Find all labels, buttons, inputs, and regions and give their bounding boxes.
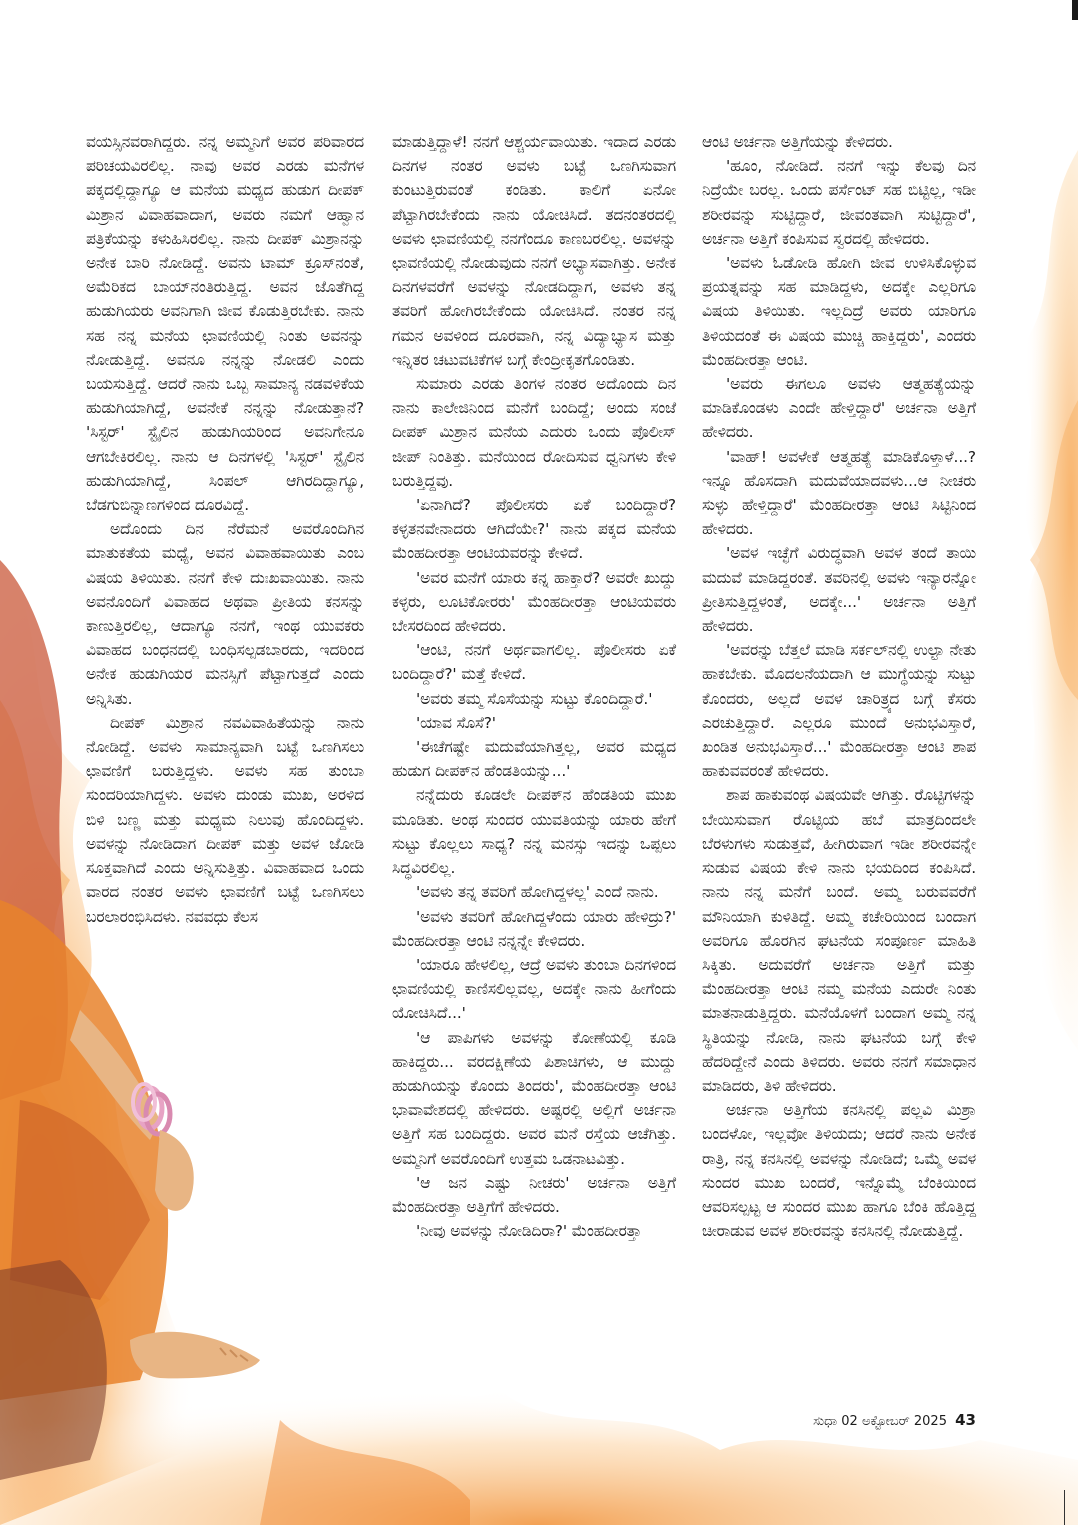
text-column-2	[392, 130, 676, 1243]
text-column-1	[86, 130, 364, 929]
page-edge-mark	[1072, 0, 1078, 20]
paragraph: 'ಆ ಜನ ಎಷ್ಟು ನೀಚರು' ಅರ್ಚನಾ ಅತ್ತಿಗೆ ಮೆಂಹದೀರತ್ತಾ ಅತ್ತಿಗೆಗೆ ಹೇಳಿದರು.	[392, 1173, 676, 1216]
paragraph: 'ಅವಳು ಓಡೋಡಿ ಹೋಗಿ ಜೀವ ಉಳಿಸಿಕೊಳ್ಳುವ ಪ್ರಯತ್ನವನ್ನು ಸಹ ಮಾಡಿದ್ದಳು, ಅದಕ್ಕೇ ಎಲ್ಲರಿಗೂ ವಿಷಯ ತಿಳಿಯಿತು. ಇಲ್ಲದಿದ್ರೆ ಅವರು ಯಾರಿಗೂ ತಿಳಿಯದಂತೆ ಈ ವಿಷಯ ಮುಚ್ಚಿ ಹಾಕ್ತಿದ್ದರು', ಎಂದರು ಮೆಂಹದೀರತ್ತಾ ಆಂಟಿ.	[702, 254, 976, 369]
paragraph: 'ಅವರು ತಮ್ಮ ಸೊಸೆಯನ್ನು ಸುಟ್ಟು ಕೊಂದಿದ್ದಾರೆ.'	[416, 689, 653, 708]
paragraph: 'ಅವರ ಮನೆಗೆ ಯಾರು ಕನ್ನ ಹಾಕ್ತಾರೆ? ಅವರೇ ಖುದ್ದು ಕಳ್ಳರು, ಲೂಟಿಕೋರರು' ಮೆಂಹದೀರತ್ತಾ ಆಂಟಿಯವರು ಬೇಸರದಿಂದ ಹೇಳಿದರು.	[392, 568, 676, 636]
paragraph: 'ನೀವು ಅವಳನ್ನು ನೋಡಿದಿರಾ?' ಮೆಂಹದೀರತ್ತಾ	[416, 1222, 642, 1241]
paragraph: 'ಅವಳು ತನ್ನ ತವರಿಗೆ ಹೋಗಿದ್ದಳಲ್ಲ' ಎಂದೆ ನಾನು.	[416, 883, 659, 902]
paragraph: ಅರ್ಚನಾ ಅತ್ತಿಗೆಯ ಕನಸಿನಲ್ಲಿ ಪಲ್ಲವಿ ಮಿಶ್ರಾ ಬಂದಳೋ, ಇಲ್ಲವೋ ತಿಳಿಯದು; ಆದರೆ ನಾನು ಅನೇಕ ರಾತ್ರಿ, ನನ್ನ ಕನಸಿನಲ್ಲಿ ಅವಳನ್ನು ನೋಡಿದೆ; ಒಮ್ಮೆ ಅವಳ ಸುಂದರ ಮುಖ ಬಂದರೆ, ಇನ್ನೊಮ್ಮೆ ಬೆಂಕಿಯಿಂದ ಆವರಿಸಲ್ಪಟ್ಟ ಆ ಸುಂದರ ಮುಖ ಹಾಗೂ ಬೆಂಕಿ ಹೊತ್ತಿದ್ದ ಚೀರಾಡುವ ಅವಳ ಶರೀರವನ್ನು ಕನಸಿನಲ್ಲಿ ನೋಡುತ್ತಿದ್ದೆ.	[702, 1101, 976, 1241]
paragraph: 'ಏನಾಗಿದೆ? ಪೊಲೀಸರು ಏಕೆ ಬಂದಿದ್ದಾರೆ? ಕಳ್ಳತನವೇನಾದರು ಆಗಿದೆಯೇ?' ನಾನು ಪಕ್ಕದ ಮನೆಯ ಮೆಂಹದೀರತ್ತಾ ಆಂಟಿಯವರನ್ನು ಕೇಳಿದೆ.	[392, 496, 676, 563]
paragraph: 'ಹೂಂ, ನೋಡಿದೆ. ನನಗೆ ಇನ್ನು ಕೆಲವು ದಿನ ನಿದ್ರೆಯೇ ಬರಲ್ಲ. ಒಂದು ಪರ್ಸೆಂಟ್ ಸಹ ಬಿಟ್ಟಿಲ್ಲ, ಇಡೀ ಶರೀರವನ್ನು ಸುಟ್ಟಿದ್ದಾರೆ, ಜೀವಂತವಾಗಿ ಸುಟ್ಟಿದ್ದಾರೆ', ಅರ್ಚನಾ ಅತ್ತಿಗೆ ಕಂಪಿಸುವ ಸ್ವರದಲ್ಲಿ ಹೇಳಿದರು.	[702, 157, 976, 248]
paragraph: ಅದೊಂದು ದಿನ ನೆರೆಮನೆ ಅವರೊಂದಿಗಿನ ಮಾತುಕತೆಯ ಮಧ್ಯೆ, ಅವನ ವಿವಾಹವಾಯಿತು ಎಂಬ ವಿಷಯ ತಿಳಿಯಿತು. ನನಗೆ ಕೇಳಿ ದುಃಖವಾಯಿತು. ನಾನು ಅವನೊಂದಿಗೆ ವಿವಾಹದ ಅಥವಾ ಪ್ರೀತಿಯ ಕನಸನ್ನು ಕಾಣುತ್ತಿರಲಿಲ್ಲ, ಆದಾಗ್ಯೂ ನನಗೆ, ಇಂಥ ಯುವಕರು ವಿವಾಹದ ಬಂಧನದಲ್ಲಿ ಬಂಧಿಸಲ್ಪಡಬಾರದು, ಇದರಿಂದ ಅನೇಕ ಹುಡುಗಿಯರ ಮನಸ್ಸಿಗೆ ಪೆಟ್ಟಾಗುತ್ತದೆ ಎಂದು ಅನ್ನಿಸಿತು.	[86, 520, 364, 708]
paragraph: 'ವಾಹ್! ಅವಳೇಕೆ ಆತ್ಮಹತ್ಯೆ ಮಾಡಿಕೊಳ್ತಾಳೆ...? ಇನ್ನೂ ಹೊಸದಾಗಿ ಮದುವೆಯಾದವಳು...ಆ ನೀಚರು ಸುಳ್ಳು ಹೇಳ್ತಿದ್ದಾರೆ' ಮೆಂಹದೀರತ್ತಾ ಆಂಟಿ ಸಿಟ್ಟಿನಿಂದ ಹೇಳಿದರು.	[702, 447, 976, 539]
page-footer	[813, 1411, 976, 1429]
paragraph: ಮಾಡುತ್ತಿದ್ದಾಳೆ! ನನಗೆ ಆಶ್ಚರ್ಯವಾಯಿತು. ಇದಾದ ಎರಡು ದಿನಗಳ ನಂತರ ಅವಳು ಬಟ್ಟೆ ಒಣಗಿಸುವಾಗ ಕುಂಟುತ್ತಿರುವಂತೆ ಕಂಡಿತು. ಕಾಲಿಗೆ ಏನೋ ಪೆಟ್ಟಾಗಿರಬೇಕೆಂದು ನಾನು ಯೋಚಿಸಿದೆ. ತದನಂತರದಲ್ಲಿ ಅವಳು ಛಾವಣಿಯಲ್ಲಿ ನನಗೆಂದೂ ಕಾಣಬರಲಿಲ್ಲ. ಅವಳನ್ನು ಛಾವಣಿಯಲ್ಲಿ ನೋಡುವುದು ನನಗೆ ಅಭ್ಯಾಸವಾಗಿತ್ತು. ಅನೇಕ ದಿನಗಳವರೆಗೆ ಅವಳನ್ನು ನೋಡದಿದ್ದಾಗ, ಅವಳು ತನ್ನ ತವರಿಗೆ ಹೋಗಿರಬೇಕೆಂದು ಯೋಚಿಸಿದೆ. ನಂತರ ನನ್ನ ಗಮನ ಅವಳಿಂದ ದೂರವಾಗಿ, ನನ್ನ ವಿದ್ಯಾಭ್ಯಾಸ ಮತ್ತು ಇನ್ನಿತರ ಚಟುವಟಿಕೆಗಳ ಬಗ್ಗೆ ಕೇಂದ್ರೀಕೃತಗೊಂಡಿತು.	[392, 133, 676, 369]
paragraph: ಸುಮಾರು ಎರಡು ತಿಂಗಳ ನಂತರ ಅದೊಂದು ದಿನ ನಾನು ಕಾಲೇಜಿನಿಂದ ಮನೆಗೆ ಬಂದಿದ್ದೆ; ಅಂದು ಸಂಜೆ ದೀಪಕ್ ಮಿಶ್ರಾನ ಮನೆಯ ಎದುರು ಒಂದು ಪೊಲೀಸ್ ಜೀಪ್ ನಿಂತಿತ್ತು. ಮನೆಯಿಂದ ರೋದಿಸುವ ಧ್ವನಿಗಳು ಕೇಳಿ ಬರುತ್ತಿದ್ದವು.	[392, 375, 676, 490]
paragraph: 'ಯಾರೂ ಹೇಳಲಿಲ್ಲ, ಆದ್ರೆ ಅವಳು ತುಂಬಾ ದಿನಗಳಿಂದ ಛಾವಣಿಯಲ್ಲಿ ಕಾಣಿಸಲಿಲ್ಲವಲ್ಲ, ಅದಕ್ಕೇ ನಾನು ಹೀಗೆಂದು ಯೋಚಿಸಿದೆ...'	[392, 955, 676, 1023]
paragraph: 'ಆ ಪಾಪಿಗಳು ಅವಳನ್ನು ಕೋಣೆಯಲ್ಲಿ ಕೂಡಿ ಹಾಕಿದ್ದರು... ವರದಕ್ಷಿಣೆಯ ಪಿಶಾಚಿಗಳು, ಆ ಮುದ್ದು ಹುಡುಗಿಯನ್ನು ಕೊಂದು ತಿಂದರು', ಮೆಂಹದೀರತ್ತಾ ಆಂಟಿ ಭಾವಾವೇಶದಲ್ಲಿ ಹೇಳಿದರು. ಅಷ್ಟರಲ್ಲಿ ಅಲ್ಲಿಗೆ ಅರ್ಚನಾ ಅತ್ತಿಗೆ ಸಹ ಬಂದಿದ್ದರು. ಅವರ ಮನೆ ರಸ್ತೆಯ ಆಚೆಗಿತ್ತು. ಅಮ್ಮನಿಗೆ ಅವರೊಂದಿಗೆ ಉತ್ತಮ ಒಡನಾಟವಿತ್ತು.	[392, 1028, 676, 1168]
paragraph: 'ಆಂಟಿ, ನನಗೆ ಅರ್ಥವಾಗಲಿಲ್ಲ. ಪೊಲೀಸರು ಏಕೆ ಬಂದಿದ್ದಾರೆ?' ಮತ್ತೆ ಕೇಳಿದೆ.	[392, 641, 676, 684]
paragraph: 'ಅವರು ಈಗಲೂ ಅವಳು ಆತ್ಮಹತ್ಯೆಯನ್ನು ಮಾಡಿಕೊಂಡಳು ಎಂದೇ ಹೇಳ್ತಿದ್ದಾರೆ' ಅರ್ಚನಾ ಅತ್ತಿಗೆ ಹೇಳಿದರು.	[702, 375, 976, 442]
paragraph: ನನ್ನೆದುರು ಕೂಡಲೇ ದೀಪಕ್‌ನ ಹೆಂಡತಿಯ ಮುಖ ಮೂಡಿತು. ಅಂಥ ಸುಂದರ ಯುವತಿಯನ್ನು ಯಾರು ಹೇಗೆ ಸುಟ್ಟು ಕೊಲ್ಲಲು ಸಾಧ್ಯ? ನನ್ನ ಮನಸ್ಸು ಇದನ್ನು ಒಪ್ಪಲು ಸಿದ್ಧವಿರಲಿಲ್ಲ.	[392, 786, 676, 878]
page-number: 43	[955, 1411, 976, 1429]
paragraph: 'ಯಾವ ಸೊಸೆ?'	[416, 713, 496, 732]
paragraph: ಆಂಟಿ ಅರ್ಚನಾ ಅತ್ತಿಗೆಯನ್ನು ಕೇಳಿದರು.	[702, 133, 893, 151]
paragraph: ವಯಸ್ಸಿನವರಾಗಿದ್ದರು. ನನ್ನ ಅಮ್ಮನಿಗೆ ಅವರ ಪರಿವಾರದ ಪರಿಚಯವಿರಲಿಲ್ಲ. ನಾವು ಅವರ ಎರಡು ಮನೆಗಳ ಪಕ್ಕದಲ್ಲಿದ್ದಾಗ್ಯೂ ಆ ಮನೆಯ ಮಧ್ಯದ ಹುಡುಗ ದೀಪಕ್ ಮಿಶ್ರಾನ ವಿವಾಹವಾದಾಗ, ಅವರು ನಮಗೆ ಆಹ್ವಾನ ಪತ್ರಿಕೆಯನ್ನು ಕಳುಹಿಸಿರಲಿಲ್ಲ. ನಾನು ದೀಪಕ್ ಮಿಶ್ರಾನನ್ನು ಅನೇಕ ಬಾರಿ ನೋಡಿದ್ದೆ. ಅವನು ಟಾಮ್ ಕ್ರೂಸ್‌ನಂತೆ, ಅಮೆರಿಕದ ಬಾಯ್‌ನಂತಿರುತ್ತಿದ್ದ. ಅವನ ಜೊತೆಗಿದ್ದ ಹುಡುಗಿಯರು ಅವನಿಗಾಗಿ ಜೀವ ಕೊಡುತ್ತಿರಬೇಕು. ನಾನು ಸಹ ನನ್ನ ಮನೆಯ ಛಾವಣಿಯಲ್ಲಿ ನಿಂತು ಅವನನ್ನು ನೋಡುತ್ತಿದ್ದೆ. ಅವನೂ ನನ್ನನ್ನು ನೋಡಲಿ ಎಂದು ಬಯಸುತ್ತಿದ್ದೆ. ಆದರೆ ನಾನು ಒಬ್ಬ ಸಾಮಾನ್ಯ ನಡವಳಿಕೆಯ ಹುಡುಗಿಯಾಗಿದ್ದೆ, ಅವನೇಕೆ ನನ್ನನ್ನು ನೋಡುತ್ತಾನೆ? 'ಸಿಸ್ಟರ್' ಸ್ಟೈಲಿನ ಹುಡುಗಿಯರಿಂದ ಅವನಿಗೇನೂ ಆಗಬೇಕಿರಲಿಲ್ಲ. ನಾನು ಆ ದಿನಗಳಲ್ಲಿ 'ಸಿಸ್ಟರ್' ಸ್ಟೈಲಿನ ಹುಡುಗಿಯಾಗಿದ್ದೆ, ಸಿಂಪಲ್ ಆಗಿರದಿದ್ದಾಗ್ಯೂ, ಬೆಡಗುಬಿನ್ನಾಣಗಳಿಂದ ದೂರವಿದ್ದೆ.	[86, 133, 364, 515]
paragraph: ದೀಪಕ್ ಮಿಶ್ರಾನ ನವವಿವಾಹಿತೆಯನ್ನು ನಾನು ನೋಡಿದ್ದೆ. ಅವಳು ಸಾಮಾನ್ಯವಾಗಿ ಬಟ್ಟೆ ಒಣಗಿಸಲು ಛಾವಣಿಗೆ ಬರುತ್ತಿದ್ದಳು. ಅವಳು ಸಹ ತುಂಬಾ ಸುಂದರಿಯಾಗಿದ್ದಳು. ಅವಳು ದುಂಡು ಮುಖ, ಅರಳಿದ ಬಿಳಿ ಬಣ್ಣ ಮತ್ತು ಮಧ್ಯಮ ನಿಲುವು ಹೊಂದಿದ್ದಳು. ಅವಳನ್ನು ನೋಡಿದಾಗ ದೀಪಕ್ ಮತ್ತು ಅವಳ ಜೋಡಿ ಸೂಕ್ತವಾಗಿದೆ ಎಂದು ಅನ್ನಿಸುತ್ತಿತ್ತು. ವಿವಾಹವಾದ ಒಂದು ವಾರದ ನಂತರ ಅವಳು ಛಾವಣಿಗೆ ಬಟ್ಟೆ ಒಣಗಿಸಲು ಬರಲಾರಂಭಿಸಿದಳು. ನವವಧು ಕೆಲಸ	[86, 713, 364, 926]
paragraph: 'ಅವಳ ಇಚ್ಛೆಗೆ ವಿರುದ್ಧವಾಗಿ ಅವಳ ತಂದೆ ತಾಯಿ ಮದುವೆ ಮಾಡಿದ್ದರಂತೆ. ತವರಿನಲ್ಲಿ ಅವಳು ಇನ್ಯಾರನ್ನೋ ಪ್ರೀತಿಸುತ್ತಿದ್ದಳಂತೆ, ಅದಕ್ಕೇ...' ಅರ್ಚನಾ ಅತ್ತಿಗೆ ಹೇಳಿದರು.	[702, 544, 976, 636]
paragraph: 'ಅವರನ್ನು ಬೆತ್ತಲೆ ಮಾಡಿ ಸರ್ಕಲ್‌ನಲ್ಲಿ ಉಲ್ಟಾ ನೇತು ಹಾಕಬೇಕು. ಮೊದಲನೆಯದಾಗಿ ಆ ಮುಗ್ಧೆಯನ್ನು ಸುಟ್ಟು ಕೊಂದರು, ಅಲ್ಲದೆ ಅವಳ ಚಾರಿತ್ರ್ಯದ ಬಗ್ಗೆ ಕೆಸರು ಎರಚುತ್ತಿದ್ದಾರೆ. ಎಲ್ಲರೂ ಮುಂದೆ ಅನುಭವಿಸ್ತಾರೆ, ಖಂಡಿತ ಅನುಭವಿಸ್ತಾರೆ...' ಮೆಂಹದೀರತ್ತಾ ಆಂಟಿ ಶಾಪ ಹಾಕುವವರಂತೆ ಹೇಳಿದರು.	[702, 641, 976, 781]
crop-mark	[1064, 1490, 1065, 1525]
folio-text: ಸುಧಾ 02 ಅಕ್ಟೋಬರ್ 2025	[813, 1414, 947, 1429]
paragraph: 'ಈಚೆಗಷ್ಟೇ ಮದುವೆಯಾಗಿತ್ತಲ್ಲ, ಅವರ ಮಧ್ಯದ ಹುಡುಗ ದೀಪಕ್‌ನ ಹೆಂಡತಿಯನ್ನು...'	[392, 738, 676, 781]
paragraph: 'ಅವಳು ತವರಿಗೆ ಹೋಗಿದ್ದಳೆಂದು ಯಾರು ಹೇಳಿದ್ರು?' ಮೆಂಹದೀರತ್ತಾ ಆಂಟಿ ನನ್ನನ್ನೇ ಕೇಳಿದರು.	[392, 907, 676, 950]
paragraph: ಶಾಪ ಹಾಕುವಂಥ ವಿಷಯವೇ ಆಗಿತ್ತು. ರೊಟ್ಟಿಗಳನ್ನು ಬೇಯಿಸುವಾಗ ರೊಟ್ಟಿಯ ಹಬೆ ಮಾತ್ರದಿಂದಲೇ ಬೆರಳುಗಳು ಸುಡುತ್ತವೆ, ಹೀಗಿರುವಾಗ ಇಡೀ ಶರೀರವನ್ನೇ ಸುಡುವ ವಿಷಯ ಕೇಳಿ ನಾನು ಭಯದಿಂದ ಕಂಪಿಸಿದೆ. ನಾನು ನನ್ನ ಮನೆಗೆ ಬಂದೆ. ಅಮ್ಮ ಬರುವವರೆಗೆ ಮೌನಿಯಾಗಿ ಕುಳಿತಿದ್ದೆ. ಅಮ್ಮ ಕಚೇರಿಯಿಂದ ಬಂದಾಗ ಅವರಿಗೂ ಹೊರಗಿನ ಘಟನೆಯ ಸಂಪೂರ್ಣ ಮಾಹಿತಿ ಸಿಕ್ಕಿತು. ಅದುವರೆಗೆ ಅರ್ಚನಾ ಅತ್ತಿಗೆ ಮತ್ತು ಮೆಂಹದೀರತ್ತಾ ಆಂಟಿ ನಮ್ಮ ಮನೆಯ ಎದುರೇ ನಿಂತು ಮಾತನಾಡುತ್ತಿದ್ದರು. ಮನೆಯೊಳಗೆ ಬಂದಾಗ ಅಮ್ಮ ನನ್ನ ಸ್ಥಿತಿಯನ್ನು ನೋಡಿ, ನಾನು ಘಟನೆಯ ಬಗ್ಗೆ ಕೇಳಿ ಹೆದರಿದ್ದೇನೆ ಎಂದು ತಿಳಿದರು. ಅವರು ನನಗೆ ಸಮಾಧಾನ ಮಾಡಿದರು, ತಿಳಿ ಹೇಳಿದರು.	[702, 786, 976, 1095]
text-column-3	[702, 130, 976, 1243]
